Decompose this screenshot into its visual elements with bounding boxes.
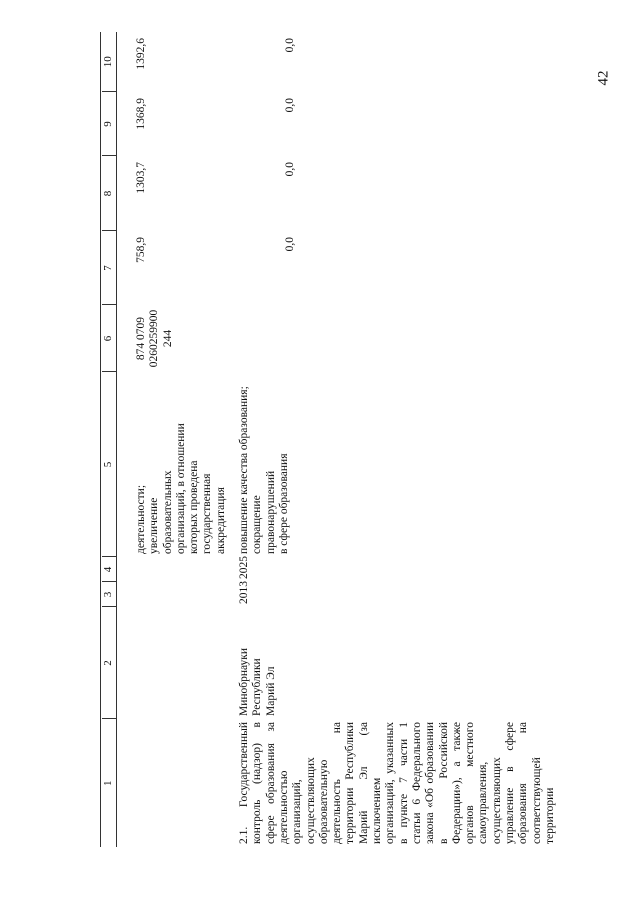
cell-value-col9: 0,0 (284, 98, 297, 113)
column-header: 7 (102, 231, 117, 305)
cell-end-year (117, 557, 235, 582)
cell-start-year: 2013 (238, 581, 251, 604)
cell-expected-result: деятельности; увеличение образовательных организаций, в отношении которых проведена государственная аккредитация (135, 423, 227, 554)
cell-measure-name: 2.1. Государственный контроль (надзор) в сфере образования за деятельностью организаций, осуществляющих образовательную деятельность на территории Республики Марий Эл (за исключением организаций, указанных в пункте 7 части 1 статьи 6 Федерального закона «Об образовании в Российской Федерации»), а также органов местного самоуправления, осуществляющих управление в сфере образования на соответствующей территории (238, 722, 556, 844)
cell-start-year (117, 582, 235, 607)
table-row (234, 32, 563, 847)
cell-value-col10: 1392,6 (135, 38, 147, 70)
cell-end-year: 2025 (238, 556, 251, 579)
cell-budget-code: 874 0709 0260259900 244 (135, 309, 174, 368)
column-header: 4 (102, 557, 117, 582)
column-header: 9 (102, 92, 117, 156)
column-header: 2 (102, 607, 117, 719)
cell-responsible (117, 607, 235, 719)
header-row (102, 32, 117, 847)
cell-value-col9: 1368,9 (135, 98, 147, 130)
table-row (117, 32, 235, 847)
column-header: 8 (102, 156, 117, 231)
cell-value-col7: 0,0 (284, 237, 297, 252)
table-body (117, 32, 564, 847)
page-number: 42 (595, 70, 612, 86)
cell-value-col10: 0,0 (284, 38, 297, 53)
table-top-rule (100, 32, 101, 847)
column-header: 6 (102, 305, 117, 372)
cell-expected-result: повышение качества образования; сокращение правонарушений в сфере образования (238, 386, 290, 554)
cell-value-col7: 758,9 (135, 237, 147, 263)
column-header: 1 (102, 719, 117, 847)
cell-measure-name (117, 719, 235, 847)
cell-responsible: Минобрнауки Республики Марий Эл (238, 647, 277, 716)
column-header: 3 (102, 582, 117, 607)
cell-value-col8: 1303,7 (135, 162, 147, 194)
column-header: 5 (102, 372, 117, 557)
table-header (102, 32, 117, 847)
column-header: 10 (102, 32, 117, 92)
cell-value-col8: 0,0 (284, 162, 297, 177)
cell-budget-code (234, 305, 563, 372)
program-table (102, 32, 563, 847)
